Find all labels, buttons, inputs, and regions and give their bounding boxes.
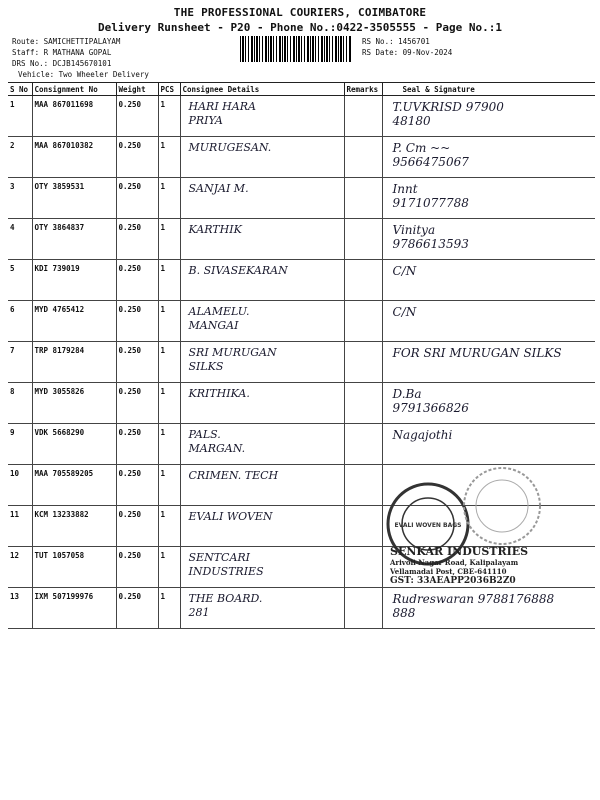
pieces-text: 1 bbox=[160, 428, 166, 437]
consignee-details-text: B. SIVASEKARAN bbox=[188, 264, 288, 277]
serial-number-text: 13 bbox=[10, 592, 20, 601]
pieces-text: 1 bbox=[160, 141, 166, 150]
weight-cell bbox=[116, 301, 158, 342]
weight-text: 0.250 bbox=[118, 223, 142, 232]
stamp-company-name: SENKAR INDUSTRIES bbox=[390, 545, 529, 558]
seal-signature-text: Rudreswaran 9788176888 888 bbox=[392, 592, 555, 620]
consignee-details-text: ALAMELU. MANGAI bbox=[188, 305, 250, 332]
consignee-details-cell bbox=[180, 260, 344, 301]
remarks-cell bbox=[344, 96, 382, 137]
consignment-number-text: MYD 4765412 bbox=[34, 305, 85, 314]
weight-text: 0.250 bbox=[118, 305, 142, 314]
consignee-details-cell bbox=[180, 465, 344, 506]
seal-text: EVALI WOVEN BAGS bbox=[394, 522, 462, 529]
route-field: Route: SAMICHETTIPALAYAM bbox=[12, 37, 121, 46]
consignment-number-cell bbox=[32, 588, 116, 629]
pieces-text: 1 bbox=[160, 551, 166, 560]
pieces-cell bbox=[158, 137, 180, 178]
consignee-details-text: MURUGESAN. bbox=[188, 141, 272, 154]
serial-number-text: 4 bbox=[10, 223, 15, 232]
consignee-details-cell bbox=[180, 506, 344, 547]
consignment-number-cell bbox=[32, 424, 116, 465]
seal-signature-cell bbox=[382, 96, 595, 137]
consignee-details-cell bbox=[180, 588, 344, 629]
consignee-details-cell bbox=[180, 178, 344, 219]
weight-text: 0.250 bbox=[118, 264, 142, 273]
serial-number-text: 2 bbox=[10, 141, 15, 150]
remarks-cell bbox=[344, 506, 382, 547]
consignee-details-cell bbox=[180, 301, 344, 342]
consignee-details-cell bbox=[180, 547, 344, 588]
weight-cell bbox=[116, 219, 158, 260]
pieces-cell bbox=[158, 506, 180, 547]
serial-number-cell bbox=[8, 465, 32, 506]
seal-signature-text: T.UVKRISD 97900 48180 bbox=[392, 100, 504, 128]
seal-signature-cell bbox=[382, 137, 595, 178]
weight-text: 0.250 bbox=[118, 428, 142, 437]
table-header-row bbox=[8, 83, 595, 96]
table-row bbox=[8, 342, 595, 383]
remarks-cell bbox=[344, 260, 382, 301]
weight-text: 0.250 bbox=[118, 141, 142, 150]
serial-number-text: 7 bbox=[10, 346, 15, 355]
seal-signature-cell bbox=[382, 383, 595, 424]
consignment-number-cell bbox=[32, 137, 116, 178]
column-header: Consignment No bbox=[32, 83, 116, 96]
consignee-details-cell bbox=[180, 137, 344, 178]
consignment-number-text: MAA 867011698 bbox=[34, 100, 94, 109]
consignment-number-text: OTY 3859531 bbox=[34, 182, 85, 191]
remarks-cell bbox=[344, 178, 382, 219]
table-row bbox=[8, 301, 595, 342]
pieces-text: 1 bbox=[160, 387, 166, 396]
weight-text: 0.250 bbox=[118, 182, 142, 191]
remarks-cell bbox=[344, 588, 382, 629]
stamp-address-block bbox=[390, 545, 528, 586]
consignment-number-text: OTY 3864837 bbox=[34, 223, 85, 232]
seal-signature-text: FOR SRI MURUGAN SILKS bbox=[392, 346, 562, 360]
remarks-cell bbox=[344, 547, 382, 588]
table-row bbox=[8, 219, 595, 260]
consignee-details-text: KARTHIK bbox=[188, 223, 242, 236]
weight-text: 0.250 bbox=[118, 469, 142, 478]
pieces-cell bbox=[158, 424, 180, 465]
company-title: THE PROFESSIONAL COURIERS, COIMBATORE bbox=[173, 6, 427, 19]
seal-signature-cell bbox=[382, 424, 595, 465]
column-header: Consignee Details bbox=[180, 83, 344, 96]
consignee-details-cell bbox=[180, 424, 344, 465]
weight-cell bbox=[116, 137, 158, 178]
stamp-address-line: Arivoli Nagar Road, Kalipalayam bbox=[390, 558, 519, 567]
pieces-cell bbox=[158, 588, 180, 629]
pieces-text: 1 bbox=[160, 182, 166, 191]
weight-text: 0.250 bbox=[118, 387, 142, 396]
weight-cell bbox=[116, 506, 158, 547]
seal-signature-cell bbox=[382, 260, 595, 301]
serial-number-cell bbox=[8, 547, 32, 588]
table-row bbox=[8, 178, 595, 219]
remarks-cell bbox=[344, 465, 382, 506]
column-header: PCS bbox=[158, 83, 180, 96]
pieces-text: 1 bbox=[160, 346, 166, 355]
table-row bbox=[8, 260, 595, 301]
pieces-cell bbox=[158, 383, 180, 424]
serial-number-cell bbox=[8, 424, 32, 465]
pieces-text: 1 bbox=[160, 305, 166, 314]
pieces-text: 1 bbox=[160, 592, 166, 601]
serial-number-text: 9 bbox=[10, 428, 15, 437]
serial-number-text: 10 bbox=[10, 469, 20, 478]
consignment-number-text: IXM 507199976 bbox=[34, 592, 94, 601]
pieces-text: 1 bbox=[160, 264, 166, 273]
stamp-address-line: Vellamadai Post, CBE-641110 bbox=[390, 567, 507, 576]
weight-text: 0.250 bbox=[118, 100, 142, 109]
serial-number-cell bbox=[8, 506, 32, 547]
pieces-cell bbox=[158, 96, 180, 137]
table-row bbox=[8, 137, 595, 178]
seal-signature-text: P. Cm ~~ 9566475067 bbox=[392, 141, 469, 169]
consignment-number-cell bbox=[32, 547, 116, 588]
consignment-number-text: TUT 1057058 bbox=[34, 551, 85, 560]
remarks-cell bbox=[344, 137, 382, 178]
consignment-number-cell bbox=[32, 260, 116, 301]
seal-signature-cell bbox=[382, 342, 595, 383]
weight-cell bbox=[116, 260, 158, 301]
remarks-cell bbox=[344, 383, 382, 424]
rs-number-field: RS No.: 1456701 bbox=[362, 37, 430, 46]
serial-number-cell bbox=[8, 219, 32, 260]
weight-text: 0.250 bbox=[118, 510, 142, 519]
table-row bbox=[8, 383, 595, 424]
serial-number-cell bbox=[8, 342, 32, 383]
weight-cell bbox=[116, 465, 158, 506]
consignee-details-text: CRIMEN. TECH bbox=[188, 469, 279, 482]
consignee-details-text: SANJAI M. bbox=[188, 182, 249, 195]
column-header: Seal & Signature bbox=[382, 83, 595, 96]
serial-number-text: 1 bbox=[10, 100, 15, 109]
weight-cell bbox=[116, 588, 158, 629]
vehicle-field: Vehicle: Two Wheeler Delivery bbox=[18, 70, 149, 79]
pieces-cell bbox=[158, 342, 180, 383]
consignee-details-text: HARI HARA PRIYA bbox=[188, 100, 256, 127]
pieces-text: 1 bbox=[160, 469, 166, 478]
consignee-details-text: PALS. MARGAN. bbox=[188, 428, 246, 455]
serial-number-cell bbox=[8, 588, 32, 629]
remarks-cell bbox=[344, 219, 382, 260]
weight-text: 0.250 bbox=[118, 592, 142, 601]
consignee-details-cell bbox=[180, 96, 344, 137]
consignment-number-text: TRP 8179284 bbox=[34, 346, 85, 355]
serial-number-text: 12 bbox=[10, 551, 20, 560]
table-row bbox=[8, 424, 595, 465]
serial-number-cell bbox=[8, 178, 32, 219]
serial-number-text: 3 bbox=[10, 182, 15, 191]
seal-signature-text: Innt 9171077788 bbox=[392, 182, 469, 210]
consignment-number-cell bbox=[32, 96, 116, 137]
pieces-cell bbox=[158, 219, 180, 260]
weight-cell bbox=[116, 547, 158, 588]
consignment-number-text: KDI 739019 bbox=[34, 264, 80, 273]
consignment-number-text: VDK 5668290 bbox=[34, 428, 85, 437]
consignment-number-cell bbox=[32, 465, 116, 506]
seal-signature-cell bbox=[382, 178, 595, 219]
column-header: S No bbox=[8, 83, 32, 96]
stamp-gst-number: GST: 33AEAPP2036B2Z0 bbox=[390, 576, 516, 586]
seal-signature-cell bbox=[382, 219, 595, 260]
serial-number-cell bbox=[8, 96, 32, 137]
seal-signature-text: D.Ba 9791366826 bbox=[392, 387, 469, 415]
consignee-details-text: KRITHIKA. bbox=[188, 387, 250, 400]
pieces-text: 1 bbox=[160, 223, 166, 232]
consignee-details-cell bbox=[180, 342, 344, 383]
weight-cell bbox=[116, 383, 158, 424]
runsheet-subtitle: Delivery Runsheet - P20 - Phone No.:0422-3505555 - Page No.:1 bbox=[98, 21, 502, 34]
column-header: Remarks bbox=[344, 83, 382, 96]
serial-number-text: 6 bbox=[10, 305, 15, 314]
consignment-number-cell bbox=[32, 301, 116, 342]
consignee-details-text: SENTCARI INDUSTRIES bbox=[188, 551, 264, 578]
consignment-number-text: MAA 705589205 bbox=[34, 469, 94, 478]
weight-text: 0.250 bbox=[118, 346, 142, 355]
consignment-number-cell bbox=[32, 178, 116, 219]
pieces-text: 1 bbox=[160, 510, 166, 519]
weight-cell bbox=[116, 342, 158, 383]
pieces-cell bbox=[158, 301, 180, 342]
drs-field: DRS No.: DCJB145670101 bbox=[12, 59, 112, 68]
consignment-number-text: MYD 3055826 bbox=[34, 387, 85, 396]
serial-number-cell bbox=[8, 260, 32, 301]
seal-signature-text: Nagajothi bbox=[392, 428, 453, 442]
serial-number-text: 11 bbox=[10, 510, 20, 519]
seal-signature-text: C/N bbox=[392, 264, 417, 278]
column-header: Weight bbox=[116, 83, 158, 96]
consignment-number-cell bbox=[32, 219, 116, 260]
serial-number-cell bbox=[8, 137, 32, 178]
seal-signature-text: C/N bbox=[392, 305, 417, 319]
remarks-cell bbox=[344, 424, 382, 465]
seal-signature-cell bbox=[382, 301, 595, 342]
consignee-details-text: SRI MURUGAN SILKS bbox=[188, 346, 277, 373]
consignment-number-cell bbox=[32, 342, 116, 383]
consignment-number-text: MAA 867010382 bbox=[34, 141, 94, 150]
rs-date-field: RS Date: 09-Nov-2024 bbox=[362, 48, 453, 57]
serial-number-cell bbox=[8, 383, 32, 424]
serial-number-text: 8 bbox=[10, 387, 15, 396]
consignment-number-text: KCM 13233882 bbox=[34, 510, 89, 519]
consignee-details-cell bbox=[180, 383, 344, 424]
staff-field: Staff: R MATHANA GOPAL bbox=[12, 48, 112, 57]
weight-cell bbox=[116, 424, 158, 465]
remarks-cell bbox=[344, 301, 382, 342]
consignee-details-text: THE BOARD. 281 bbox=[188, 592, 263, 619]
pieces-text: 1 bbox=[160, 100, 166, 109]
consignee-details-cell bbox=[180, 219, 344, 260]
pieces-cell bbox=[158, 260, 180, 301]
serial-number-cell bbox=[8, 301, 32, 342]
pieces-cell bbox=[158, 547, 180, 588]
barcode-image bbox=[240, 36, 352, 62]
weight-cell bbox=[116, 178, 158, 219]
serial-number-text: 5 bbox=[10, 264, 15, 273]
weight-cell bbox=[116, 96, 158, 137]
consignment-number-cell bbox=[32, 383, 116, 424]
seal-signature-text: Vinitya 9786613593 bbox=[392, 223, 469, 251]
remarks-cell bbox=[344, 342, 382, 383]
pieces-cell bbox=[158, 465, 180, 506]
pieces-cell bbox=[158, 178, 180, 219]
consignment-number-cell bbox=[32, 506, 116, 547]
table-row bbox=[8, 96, 595, 137]
consignee-details-text: EVALI WOVEN bbox=[188, 510, 273, 523]
weight-text: 0.250 bbox=[118, 551, 142, 560]
